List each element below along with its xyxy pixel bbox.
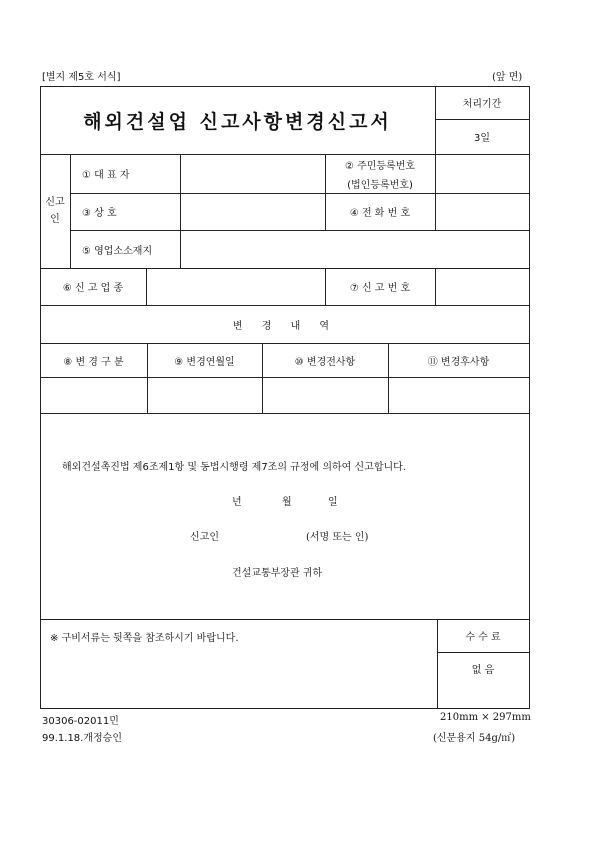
change-date-header: ⑨ 변경연월일	[174, 356, 235, 368]
signature-note: (서명 또는 인)	[306, 532, 369, 543]
after-change-field[interactable]	[389, 378, 528, 412]
change-type-field[interactable]	[41, 378, 146, 412]
date-month-label: 월	[282, 497, 292, 508]
form-title: 해외건설업 신고사항변경신고서	[83, 110, 392, 133]
office-address-field[interactable]	[181, 231, 528, 267]
declaration-statement: 해외건설촉진법 제6조제1항 및 동법시행령 제7조의 규정에 의하여 신고합니다.	[62, 462, 406, 473]
representative-label: ① 대 표 자	[82, 170, 130, 181]
after-change-header: ⑪ 변경후사항	[427, 356, 490, 368]
side-label: (앞 면)	[492, 72, 523, 83]
resident-number-label: ② 주민등록번호	[344, 160, 416, 172]
fee-label: 수 수 료	[465, 632, 501, 643]
form-code: 30306-02011민	[42, 716, 119, 727]
before-change-field[interactable]	[263, 378, 387, 412]
phone-field[interactable]	[436, 194, 528, 229]
processing-period-label: 처리기간	[462, 99, 502, 110]
representative-field[interactable]	[181, 155, 324, 192]
company-name-label: ③ 상 호	[82, 208, 117, 219]
applicant-group-label: 신고인	[45, 197, 65, 225]
change-type-header: ⑧ 변 경 구 분	[63, 356, 124, 368]
change-date-field[interactable]	[148, 378, 261, 412]
registration-number-field[interactable]	[436, 155, 528, 192]
paper-type: (신문용지 54g/㎡)	[433, 733, 516, 744]
addressee: 건설교통부장관 귀하	[232, 568, 323, 579]
corporate-number-label: (법인등록번호)	[347, 179, 413, 191]
changes-section-title: 변 경 내 역	[232, 320, 338, 332]
form-label: [별지 제5호 서식]	[42, 72, 121, 83]
phone-label: ④ 전 화 번 호	[349, 208, 411, 219]
before-change-header: ⑩ 변경전사항	[294, 356, 356, 368]
business-type-label: ⑥ 신 고 업 종	[62, 283, 124, 294]
approval-note: 99.1.18.개정승인	[42, 733, 122, 744]
paper-size: 210mm × 297mm	[440, 712, 531, 723]
required-documents-note: ※ 구비서류는 뒷쪽을 참조하시기 바랍니다.	[50, 633, 239, 644]
signer-label: 신고인	[190, 532, 219, 543]
date-year-label: 년	[232, 497, 242, 508]
fee-value: 없 음	[471, 665, 495, 676]
report-number-label: ⑦ 신 고 번 호	[349, 283, 411, 294]
office-address-label: ⑤ 영업소소재지	[82, 245, 153, 257]
processing-period-value: 3일	[473, 133, 491, 144]
company-name-field[interactable]	[181, 194, 324, 229]
business-type-field[interactable]	[147, 269, 324, 304]
date-day-label: 일	[328, 497, 338, 508]
report-number-field[interactable]	[436, 269, 528, 304]
